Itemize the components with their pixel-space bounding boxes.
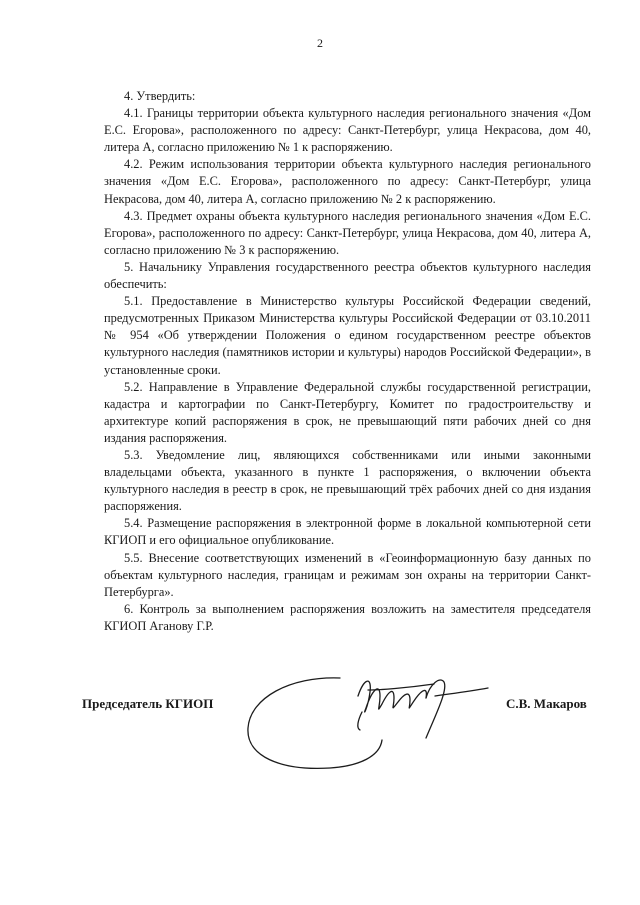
paragraph-4: 4. Утвердить: (124, 89, 196, 103)
paragraph-5-1: 5.1. Предоставление в Министерство культуры Российской Федерации сведений, предусмотренных Приказом Министерства культуры Российской Федерации от 03.10.2011 № 954 «Об утверждении Положения о едином государственном реестре объектов культурного наследия (памятников истории и культуры) народов Российской Федерации», в установленные сроки. (104, 294, 591, 377)
page-number: 2 (317, 36, 323, 50)
document-body (104, 88, 591, 635)
paragraph-5-4: 5.4. Размещение распоряжения в электронной форме в локальной компьютерной сети КГИОП и его официальное опубликование. (104, 516, 591, 548)
paragraph-4-1: 4.1. Границы территории объекта культурного наследия регионального значения «Дом Е.С. Егорова», расположенного по адресу: Санкт-Петербург, улица Некрасова, дом 40, литера А, согласно приложению № 1 к распоряжению. (104, 106, 591, 155)
handwritten-signature (230, 668, 500, 773)
signatory-position: Председатель КГИОП (82, 696, 214, 711)
paragraph-4-3: 4.3. Предмет охраны объекта культурного наследия регионального значения «Дом Е.С. Егорова», расположенного по адресу: Санкт-Петербург, улица Некрасова, дом 40, литера А, согласно приложению № 3 к распоряжению. (104, 208, 591, 257)
paragraph-6: 6. Контроль за выполнением распоряжения возложить на заместителя председателя КГИОП Аганову Г.Р. (104, 601, 591, 633)
signatory-name: С.В. Макаров (506, 696, 587, 711)
signature-block (0, 668, 640, 778)
paragraph-5: 5. Начальнику Управления государственного реестра объектов культурного наследия обеспечить: (104, 259, 591, 292)
paragraph-5-3: 5.3. Уведомление лиц, являющихся собственниками или иными законными владельцами объекта, указанного в пункте 1 распоряжения, о включении объекта культурного наследия в реестр в срок, не превышающий трёх рабочих дней со дня издания распоряжения. (104, 447, 591, 514)
paragraph-4-2: 4.2. Режим использования территории объекта культурного наследия регионального значения «Дом Е.С. Егорова», расположенного по адресу: Санкт-Петербург, улица Некрасова, дом 40, литера А, согласно приложению № 2 к распоряжению. (104, 157, 591, 206)
paragraph-5-5: 5.5. Внесение соответствующих изменений в «Геоинформационную базу данных по объектам культурного наследия, границам и режимам зон охраны на территории Санкт-Петербурга». (104, 550, 591, 599)
paragraph-5-2: 5.2. Направление в Управление Федеральной службы государственной регистрации, кадастра и картографии по Санкт-Петербургу, Комитет по градостроительству и архитектуре копий распоряжения в срок, не превышающий пяти рабочих дней со дня издания распоряжения. (104, 379, 591, 445)
